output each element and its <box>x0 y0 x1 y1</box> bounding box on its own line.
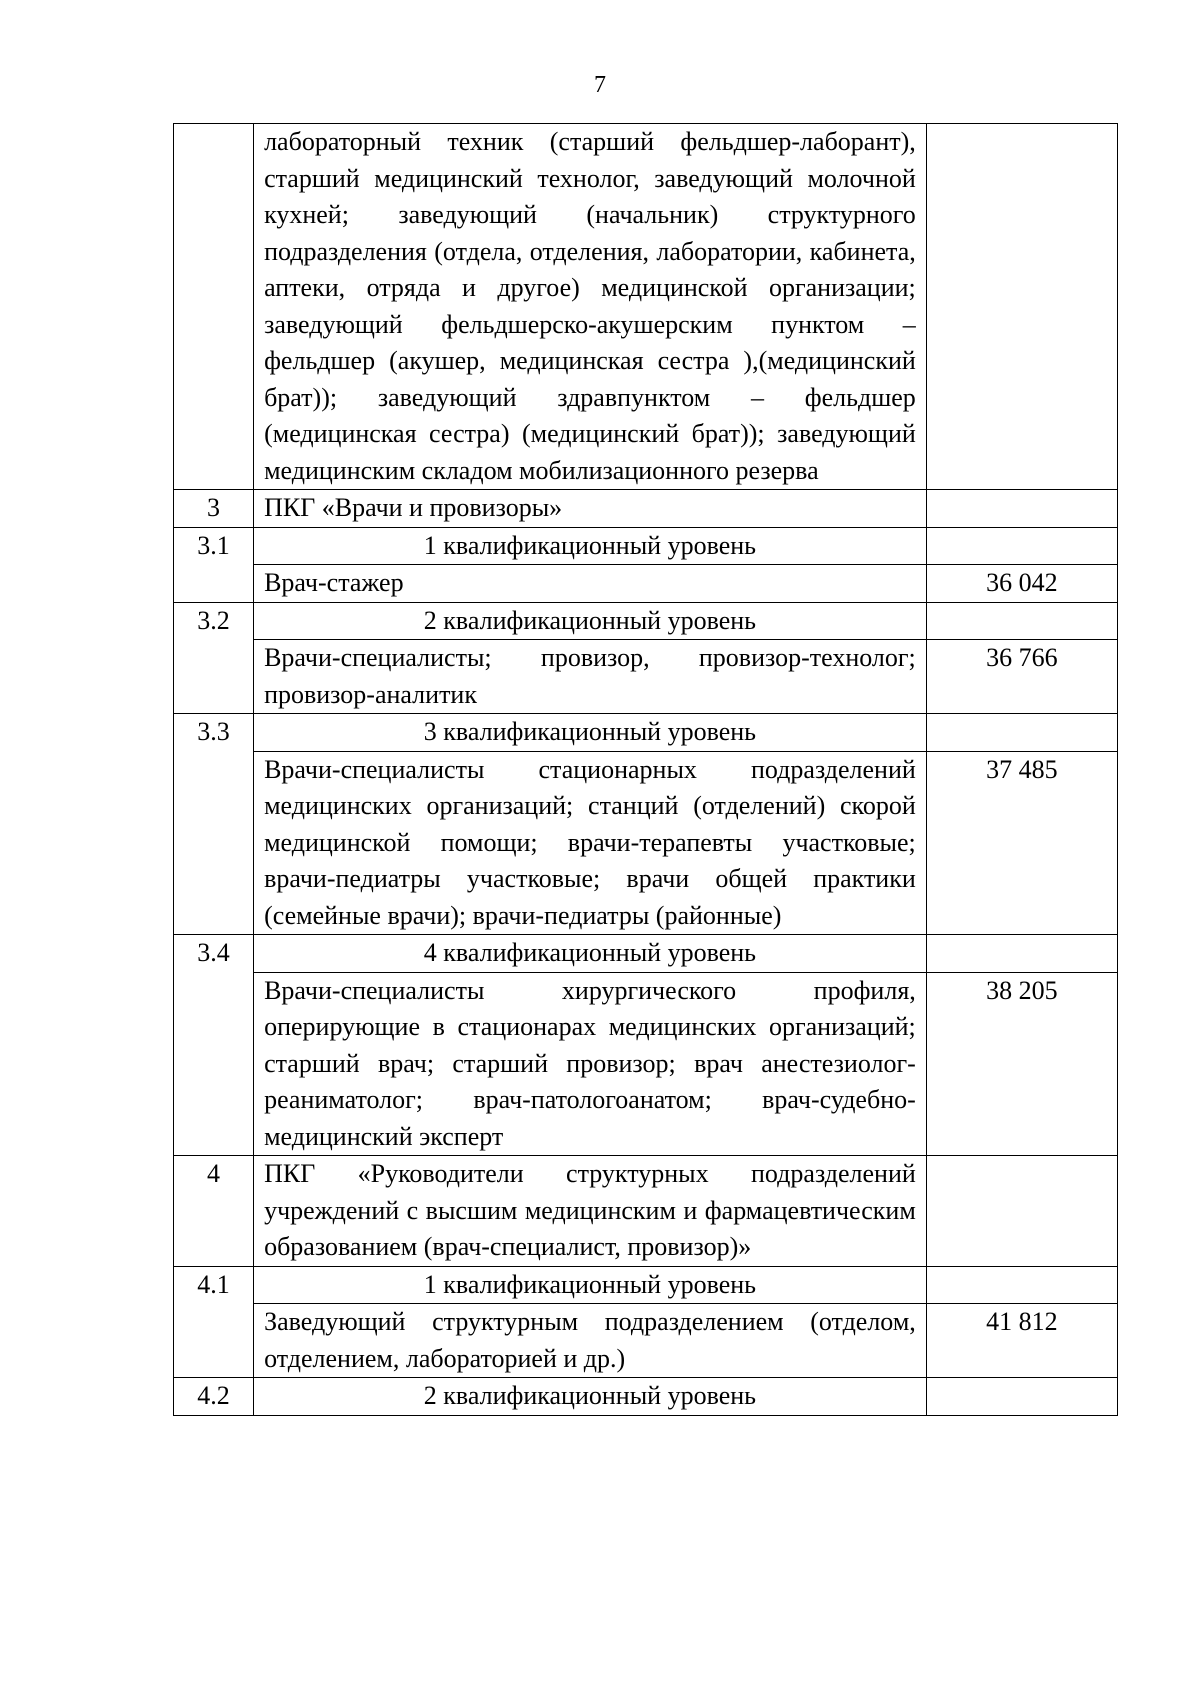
qualification-level: 2 квалификационный уровень <box>254 602 927 640</box>
salary-amount: 41 812 <box>926 1304 1117 1378</box>
table-row <box>174 972 1118 1156</box>
table-row <box>174 1304 1118 1378</box>
salary-amount <box>926 1156 1117 1267</box>
row-number: 3.2 <box>174 602 254 714</box>
position-text: Врачи-специалисты; провизор, провизор-технолог; провизор-аналитик <box>254 640 927 714</box>
table-row <box>174 640 1118 714</box>
table-row-level <box>174 1266 1118 1304</box>
salary-amount-empty <box>926 602 1117 640</box>
table-row <box>174 751 1118 935</box>
row-number: 3.3 <box>174 714 254 935</box>
salary-amount-empty <box>926 714 1117 752</box>
qualification-level: 1 квалификационный уровень <box>254 1266 927 1304</box>
salary-amount <box>926 1378 1117 1416</box>
group-title: ПКГ «Врачи и провизоры» <box>254 490 927 528</box>
salary-amount <box>926 124 1117 490</box>
row-number: 4 <box>174 1156 254 1267</box>
group-title: ПКГ «Руководители структурных подразделений учреждений с высшим медицинским и фармацевтическим образованием (врач-специалист, провизор)» <box>254 1156 927 1267</box>
position-text: Врач-стажер <box>254 565 927 603</box>
page-number: 7 <box>594 72 606 98</box>
table-row-level <box>174 602 1118 640</box>
table-row <box>174 124 1118 490</box>
salary-amount: 37 485 <box>926 751 1117 935</box>
table-row-group-4 <box>174 1156 1118 1267</box>
row-number: 3.1 <box>174 527 254 602</box>
row-number <box>174 124 254 490</box>
qualification-level: 3 квалификационный уровень <box>254 714 927 752</box>
row-number: 3.4 <box>174 935 254 1156</box>
table-row-level <box>174 527 1118 565</box>
table-row-level <box>174 714 1118 752</box>
row-number: 4.1 <box>174 1266 254 1378</box>
table-row-level <box>174 1378 1118 1416</box>
salary-amount: 36 766 <box>926 640 1117 714</box>
qualification-level: 1 квалификационный уровень <box>254 527 927 565</box>
salary-table <box>173 123 1118 1416</box>
salary-amount <box>926 490 1117 528</box>
salary-amount: 36 042 <box>926 565 1117 603</box>
table-row <box>174 565 1118 603</box>
row-number: 3 <box>174 490 254 528</box>
position-text: лабораторный техник (старший фельдшер-лаборант), старший медицинский технолог, заведующий молочной кухней; заведующий (начальник) структурного подразделения (отдела, отделения, лаборатории, кабинета, аптеки, отряда и другое) медицинской организации; заведующий фельдшерско-акушерским пунктом – фельдшер (акушер, медицинская сестра ),(медицинский брат)); заведующий здравпунктом – фельдшер (медицинская сестра) (медицинский брат)); заведующий медицинским складом мобилизационного резерва <box>254 124 927 490</box>
row-number: 4.2 <box>174 1378 254 1416</box>
position-text: Заведующий структурным подразделением (отделом, отделением, лабораторией и др.) <box>254 1304 927 1378</box>
salary-amount-empty <box>926 527 1117 565</box>
table-row-group-3 <box>174 490 1118 528</box>
table-row-level <box>174 935 1118 973</box>
salary-amount-empty <box>926 935 1117 973</box>
qualification-level: 2 квалификационный уровень <box>254 1378 927 1416</box>
qualification-level: 4 квалификационный уровень <box>254 935 927 973</box>
position-text: Врачи-специалисты хирургического профиля, оперирующие в стационарах медицинских организаций; старший врач; старший провизор; врач анестезиолог-реаниматолог; врач-патологоанатом; врач-судебно-медицинский эксперт <box>254 972 927 1156</box>
salary-amount-empty <box>926 1266 1117 1304</box>
position-text: Врачи-специалисты стационарных подразделений медицинских организаций; станций (отделений) скорой медицинской помощи; врачи-терапевты участковые; врачи-педиатры участковые; врачи общей практики (семейные врачи); врачи-педиатры (районные) <box>254 751 927 935</box>
salary-amount: 38 205 <box>926 972 1117 1156</box>
